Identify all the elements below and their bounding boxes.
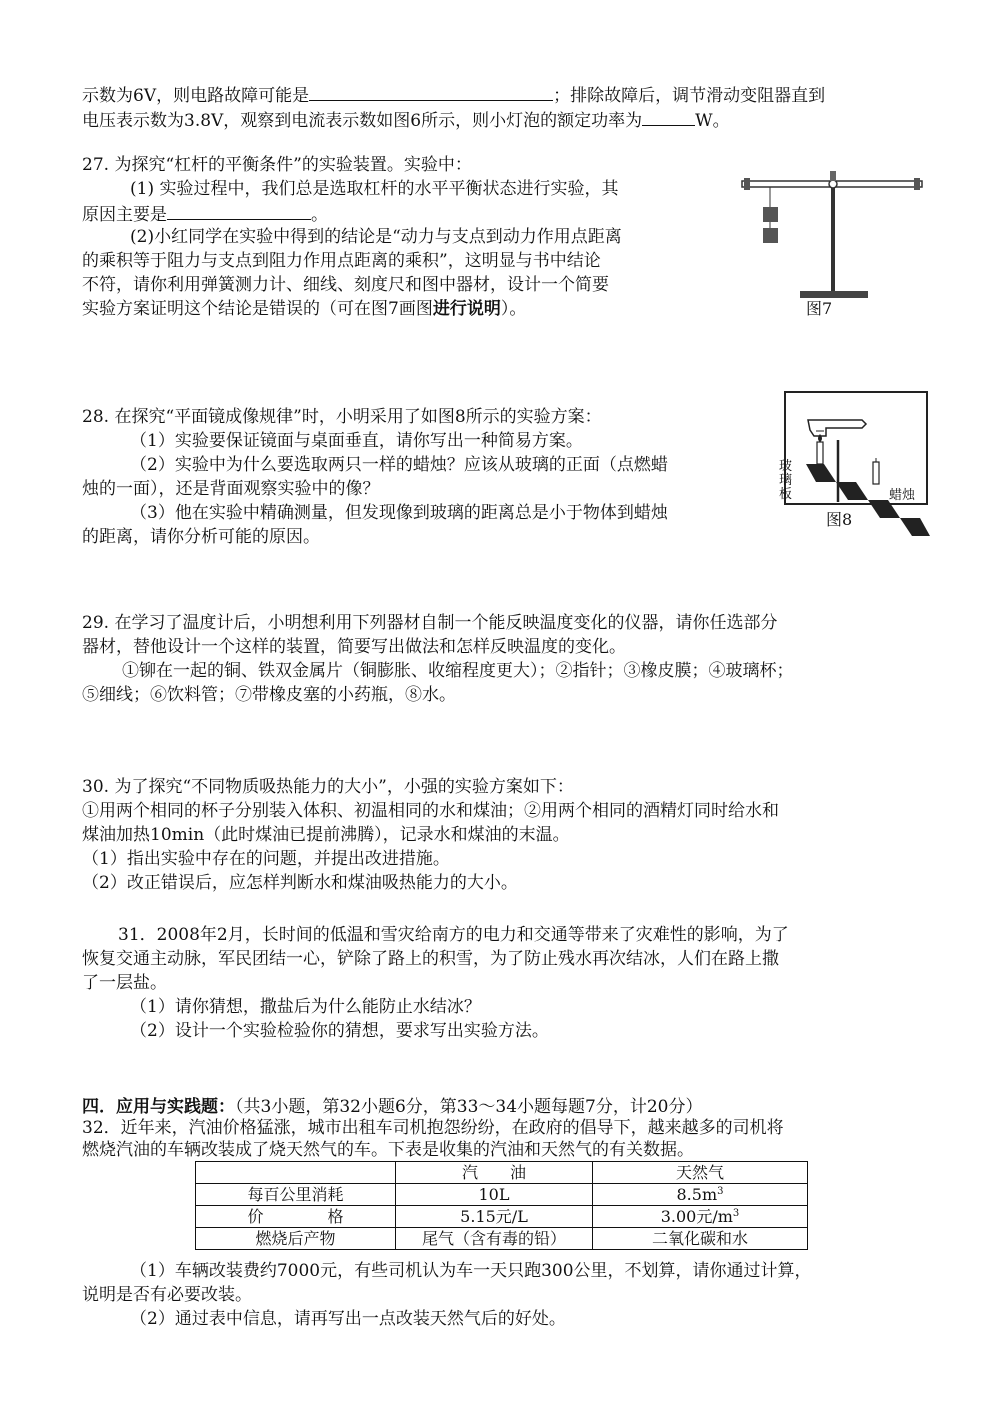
- q32-part1: （1）车辆改装费约7000元，有些司机认为车一天只跑300公里，不划算，请你通过计算，: [130, 1261, 812, 1281]
- q32-part1-cont: 说明是否有必要改装。: [82, 1285, 252, 1305]
- q27-part2-l4: 实验方案证明这个结论是错误的（可在图7画图进行说明）。: [82, 299, 527, 319]
- q31-part2: （2）设计一个实验检验你的猜想，要求写出实验方法。: [130, 1021, 549, 1041]
- q27-part1: (1) 实验过程中，我们总是选取杠杆的水平平衡状态进行实验，其: [130, 179, 619, 199]
- section-4-note: （共3小题，第32小题6分，第33～34小题每题7分，计20分）: [235, 1097, 703, 1117]
- table-row: 每百公里消耗 10L $8.5m^3$: [196, 1184, 808, 1206]
- lever-apparatus-figure: [740, 165, 930, 305]
- figure-7-caption: 图7: [806, 299, 833, 318]
- q27-title: 27. 为探究“杠杆的平衡条件”的实验装置。实验中：: [82, 155, 472, 175]
- q28-part3-cont: 的距离，请你分析可能的原因。: [82, 527, 320, 547]
- q28-title: 28. 在探究“平面镜成像规律”时，小明采用了如图8所示的实验方案：: [82, 407, 602, 427]
- plane-mirror-figure: [770, 390, 935, 538]
- candle-label: 蜡烛: [889, 488, 916, 503]
- q31-line3: 了一层盐。: [82, 973, 167, 993]
- power-answer-blank[interactable]: [642, 107, 695, 126]
- q28-part2-cont: 烛的一面），还是背面观察实验中的像？: [82, 479, 380, 499]
- q31-line2: 恢复交通主动脉，军民团结一心，铲除了路上的积雪，为了防止残水再次结冰，人们在路上撒: [82, 949, 779, 969]
- q30-plan-2: 煤油加热10min（此时煤油已提前沸腾），记录水和煤油的末温。: [82, 825, 570, 845]
- unlit-candle: [873, 462, 879, 484]
- lit-candle: [817, 442, 823, 464]
- table-header-row: [196, 1162, 808, 1184]
- right-balance-nut: [914, 178, 920, 190]
- q28-part3: （3）他在实验中精确测量，但发现像到玻璃的距离总是小于物体到蜡烛: [130, 503, 668, 523]
- hook-weight-1: [763, 207, 778, 222]
- q26-line2: 电压表示数为3.8V，观察到电流表示数如图6所示，则小灯泡的额定功率为 W。: [82, 107, 730, 133]
- pivot: [829, 180, 837, 188]
- q26-line1: 示数为6V，则电路故障可能是 ；排除故障后，调节滑动变阻器直到: [82, 82, 825, 108]
- q32-line2: 燃烧汽油的车辆改装成了烧天然气的车。下表是收集的汽油和天然气的有关数据。: [82, 1140, 694, 1160]
- q27-part2: (2)小红同学在实验中得到的结论是“动力与支点到动力作用点距离: [130, 227, 622, 247]
- q31-line1: 31．2008年2月，长时间的低温和雪灾给南方的电力和交通等带来了灾难性的影响，为了: [118, 925, 789, 945]
- q30-part1: （1）指出实验中存在的问题，并提出改进措施。: [82, 849, 450, 869]
- glass-plate-label: 玻 璃 板: [779, 459, 793, 502]
- fuel-comparison-table: [195, 1161, 808, 1250]
- fault-answer-blank[interactable]: [309, 82, 553, 101]
- q27-part2-l3: 不符，请你利用弹簧测力计、细线、刻度尺和图中器材，设计一个简要: [82, 275, 609, 295]
- left-balance-nut: [744, 178, 750, 190]
- figure-8-caption: 图8: [826, 510, 853, 529]
- q28-part2: （2）实验中为什么要选取两只一样的蜡烛？应该从玻璃的正面（点燃蜡: [130, 455, 668, 475]
- q27-part1-cont: 原因主要是 。: [82, 201, 328, 227]
- section-4-title: 四．应用与实践题：: [82, 1097, 235, 1117]
- q30-title: 30. 为了探究“不同物质吸热能力的大小”，小强的实验方案如下：: [82, 777, 574, 797]
- q30-plan-1: ①用两个相同的杯子分别装入体积、初温相同的水和煤油；②用两个相同的酒精灯同时给水和: [82, 801, 779, 821]
- q28-part1: （1）实验要保证镜面与桌面垂直，请你写出一种简易方案。: [130, 431, 583, 451]
- q29-line1: 29. 在学习了温度计后，小明想利用下列器材自制一个能反映温度变化的仪器，请你任选部分: [82, 613, 778, 633]
- q32-line1: 32．近年来，汽油价格猛涨，城市出租车司机抱怨纷纷，在政府的倡导下，越来越多的司机将: [82, 1118, 784, 1138]
- hook-weight-2: [763, 228, 778, 243]
- q30-part2: （2）改正错误后，应怎样判断水和煤油吸热能力的大小。: [82, 873, 518, 893]
- q32-part2: （2）通过表中信息，请再写出一点改装天然气后的好处。: [130, 1309, 566, 1329]
- q29-materials-1: ①铆在一起的铜、铁双金属片（铜膨胀、收缩程度更大）；②指针；③橡皮膜；④玻璃杯；: [122, 661, 794, 681]
- q27-part2-l2: 的乘积等于阻力与支点到阻力作用点距离的乘积”，这明显与书中结论: [82, 251, 601, 271]
- q29-line2: 器材，替他设计一个这样的装置，简要写出做法和怎样反映温度的变化。: [82, 637, 626, 657]
- header-natural-gas: 天然气: [593, 1162, 808, 1184]
- q29-materials-2: ⑤细线；⑥饮料管；⑦带橡皮塞的小药瓶，⑧水。: [82, 685, 456, 705]
- table-row: 价 格 5.15元/L 3.00元$/m^3$: [196, 1206, 808, 1228]
- header-gasoline: 汽 油: [396, 1162, 593, 1184]
- reason-answer-blank[interactable]: [167, 201, 311, 220]
- table-row: 燃烧后产物 尾气（含有毒的铅） 二氧化碳和水: [196, 1228, 808, 1250]
- q31-part1: （1）请你猜想，撒盐后为什么能防止水结冰？: [130, 997, 481, 1017]
